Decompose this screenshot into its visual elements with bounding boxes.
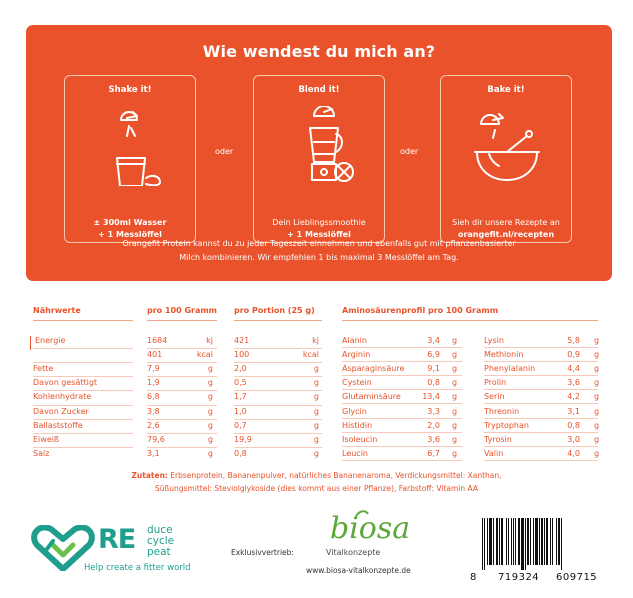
- amino-name: Glycin: [342, 406, 367, 416]
- row-rule: [147, 362, 217, 363]
- unit-portion: g: [313, 392, 319, 402]
- amino-value: 9,1: [427, 364, 440, 374]
- amino-value: 5,8: [567, 336, 580, 345]
- amino-value: 13,4: [422, 392, 440, 402]
- barcode-bar: [484, 518, 485, 570]
- amino-unit: g: [452, 434, 458, 444]
- reduce-word: duce: [147, 524, 173, 536]
- barcode-bar: [535, 518, 538, 565]
- card-line: Sieh dir unsere Rezepte an: [452, 218, 560, 227]
- amino-value: 3,4: [427, 336, 440, 345]
- value-portion: 421: [234, 336, 250, 345]
- nutrient-name: Davon gesättigt: [33, 378, 98, 388]
- amino-name: Histidin: [342, 420, 373, 430]
- row-rule: [342, 432, 462, 433]
- barcode-bar: [493, 518, 494, 565]
- barcode-bar: [489, 518, 492, 565]
- unit-portion: g: [313, 420, 319, 430]
- row-rule: [484, 432, 598, 433]
- row-rule: [147, 348, 217, 349]
- amino-name: Leucin: [342, 448, 368, 458]
- nutrient-name: Kohlenhydrate: [33, 392, 92, 402]
- header-rule: [33, 320, 133, 321]
- nutrient-name: Fette: [33, 364, 54, 374]
- barcode-bar: [552, 518, 553, 565]
- unit-per100: g: [207, 406, 213, 416]
- amino-value: 0,8: [427, 378, 440, 388]
- amino-value: 3,3: [427, 406, 440, 416]
- row-rule: [234, 405, 322, 406]
- barcode-bar: [546, 518, 548, 565]
- barcode-bar: [544, 518, 545, 565]
- row-rule: [342, 389, 462, 390]
- biosa-url: www.biosa-vitalkonzepte.de: [306, 566, 411, 575]
- row-rule: [33, 419, 133, 420]
- amino-name: Serin: [484, 392, 505, 402]
- amino-unit: g: [452, 350, 458, 360]
- amino-unit: g: [452, 406, 458, 416]
- amino-unit: g: [452, 378, 458, 388]
- row-rule: [33, 376, 133, 377]
- reduce-words: [147, 525, 174, 558]
- row-rule: [342, 361, 462, 362]
- unit-portion: g: [313, 364, 319, 374]
- card-line: orangefit.nl/recepten: [457, 230, 555, 239]
- amino-name: Arginin: [342, 350, 371, 360]
- barcode-bar: [501, 518, 503, 565]
- amino-name: Cystein: [342, 378, 372, 388]
- reduce-tagline: Help create a fitter world: [84, 563, 191, 573]
- amino-unit: g: [452, 364, 458, 374]
- row-rule: [342, 418, 462, 419]
- row-rule: [33, 405, 133, 406]
- row-rule: [234, 419, 322, 420]
- unit-portion: g: [313, 434, 319, 444]
- exclusive-distribution-label: Exklusivvertrieb:: [231, 548, 294, 557]
- barcode-lead-digit: 8: [470, 572, 477, 583]
- unit-per100: g: [207, 392, 213, 402]
- card-line: + 1 Messlöffel: [287, 230, 351, 239]
- reduce-word: cycle: [147, 535, 175, 547]
- barcode: [480, 518, 606, 570]
- amino-unit: g: [452, 448, 458, 458]
- unit-per100: g: [207, 448, 213, 458]
- amino-name: Phenylalanin: [484, 364, 536, 374]
- nutrient-name: Energie: [35, 336, 66, 345]
- nutrient-name: Eiweiß: [33, 434, 60, 444]
- unit-per100: g: [207, 420, 213, 430]
- barcode-bar: [518, 518, 520, 565]
- ingredients-text: Erbsenprotein, Bananenpulver, natürliches Bananenaroma, Verdickungsmittel: Xanthan,: [167, 471, 502, 480]
- nutrition-header-label: Nährwerte: [33, 306, 81, 315]
- row-rule: [342, 446, 462, 447]
- row-rule: [234, 390, 322, 391]
- nutrition-header-per100: pro 100 Gramm: [147, 306, 218, 315]
- energy-marker: [30, 336, 31, 350]
- nutrient-name: Davon Zucker: [33, 406, 89, 416]
- amino-header: Aminosäurenprofil pro 100 Gramm: [342, 306, 499, 315]
- barcode-bar: [525, 518, 526, 570]
- row-rule: [342, 403, 462, 404]
- row-rule: [234, 362, 322, 363]
- card-bake: [440, 75, 572, 243]
- or-label: oder: [400, 147, 419, 156]
- row-rule: [234, 447, 322, 448]
- amino-value: 3,0: [567, 434, 580, 444]
- row-rule: [33, 447, 133, 448]
- barcode-bar: [499, 518, 500, 565]
- amino-value: 4,0: [567, 448, 580, 458]
- card-shake: [64, 75, 196, 243]
- barcode-bar: [530, 518, 531, 565]
- row-rule: [147, 433, 217, 434]
- value-portion: 0,7: [234, 420, 247, 430]
- reduce-word: peat: [147, 546, 171, 558]
- row-rule: [342, 375, 462, 376]
- biosa-subtitle: Vitalkonzepte: [326, 548, 381, 557]
- row-rule: [342, 347, 462, 348]
- usage-banner: [26, 25, 612, 281]
- blender-icon: [280, 106, 360, 186]
- row-rule: [147, 419, 217, 420]
- row-rule: [484, 375, 598, 376]
- reduce-logo-text: RE: [98, 524, 136, 555]
- amino-unit: g: [452, 336, 458, 345]
- amino-unit: g: [594, 420, 600, 430]
- shaker-icon: [91, 106, 171, 186]
- card-line: Dein Lieblingssmoothie: [272, 218, 366, 227]
- value-per100: 7,9: [147, 364, 160, 374]
- usage-text-line: Orangefit Protein kannst du zu jeder Tageszeit einnehmen und ebenfalls gut mit pflanzenbasierter: [122, 239, 516, 248]
- value-per100: 2,6: [147, 420, 160, 430]
- amino-name: Methionin: [484, 350, 524, 360]
- header-rule: [342, 320, 598, 321]
- value-per100: 1684: [147, 336, 168, 345]
- amino-name: Asparaginsäure: [342, 364, 405, 374]
- barcode-bar: [550, 518, 551, 565]
- header-rule: [147, 320, 217, 321]
- unit-portion: kj: [312, 336, 319, 345]
- amino-value: 3,6: [427, 434, 440, 444]
- card-title: Shake it!: [108, 85, 152, 95]
- amino-value: 6,9: [427, 350, 440, 360]
- ingredients-line: Süßungsmittel: Steviolglykoside (dies kommt aus einer Pflanze), Farbstoff: Vitamin AA: [155, 484, 478, 493]
- row-rule: [342, 460, 462, 461]
- amino-value: 0,9: [567, 350, 580, 360]
- unit-per100: kcal: [196, 350, 213, 360]
- value-portion: 1,0: [234, 406, 247, 416]
- ingredients-line: [0, 471, 633, 480]
- amino-unit: g: [594, 434, 600, 444]
- amino-name: Valin: [484, 448, 504, 458]
- value-per100: 3,1: [147, 448, 160, 458]
- unit-per100: g: [207, 378, 213, 388]
- barcode-bar: [533, 518, 534, 565]
- amino-name: Glutaminsäure: [342, 392, 401, 402]
- barcode-bar: [513, 518, 514, 565]
- nutrition-header-portion: pro Portion (25 g): [234, 306, 315, 315]
- barcode-bar: [508, 518, 509, 565]
- row-rule: [147, 447, 217, 448]
- value-portion: 1,7: [234, 392, 247, 402]
- row-rule: [147, 390, 217, 391]
- value-portion: 0,8: [234, 448, 247, 458]
- barcode-bar: [496, 518, 498, 565]
- card-blend: [253, 75, 385, 243]
- row-rule: [147, 405, 217, 406]
- amino-unit: g: [594, 364, 600, 374]
- value-per100: 6,8: [147, 392, 160, 402]
- amino-unit: g: [594, 350, 600, 360]
- amino-unit: g: [594, 336, 600, 345]
- value-per100: 79,6: [147, 434, 165, 444]
- amino-value: 4,4: [567, 364, 580, 374]
- card-line: + 1 Messlöffel: [98, 230, 162, 239]
- value-per100: 3,8: [147, 406, 160, 416]
- card-line: ± 300ml Wasser: [93, 218, 167, 227]
- card-title: Bake it!: [487, 85, 525, 95]
- barcode-bar: [506, 518, 507, 565]
- barcode-group: 719324: [498, 572, 540, 583]
- value-portion: 2,0: [234, 364, 247, 374]
- barcode-bar: [487, 518, 488, 565]
- barcode-bar: [482, 518, 483, 570]
- banner-title: Wie wendest du mich an?: [202, 42, 436, 61]
- mixing-bowl-icon: [467, 106, 547, 186]
- biosa-logo: [326, 506, 416, 548]
- value-portion: 19,9: [234, 434, 252, 444]
- row-rule: [484, 361, 598, 362]
- row-rule: [484, 418, 598, 419]
- usage-text: [26, 237, 612, 264]
- barcode-bar: [527, 518, 529, 565]
- barcode-bar: [556, 518, 557, 565]
- unit-portion: kcal: [302, 350, 319, 360]
- amino-value: 3,1: [567, 406, 580, 416]
- amino-unit: g: [594, 406, 600, 416]
- barcode-bar: [521, 518, 524, 570]
- card-title: Blend it!: [298, 85, 340, 95]
- amino-name: Isoleucin: [342, 434, 378, 444]
- nutrient-name: Ballaststoffe: [33, 420, 83, 430]
- nutrient-name: Salz: [33, 448, 50, 458]
- unit-portion: g: [313, 378, 319, 388]
- unit-per100: g: [207, 364, 213, 374]
- barcode-bar: [561, 518, 562, 570]
- row-rule: [33, 390, 133, 391]
- amino-name: Tyrosin: [484, 434, 512, 444]
- row-rule: [484, 446, 598, 447]
- barcode-bar: [515, 518, 516, 565]
- amino-value: 2,0: [427, 420, 440, 430]
- biosa-logo-text: biosa: [330, 511, 411, 546]
- barcode-bar: [511, 518, 512, 565]
- row-rule: [234, 433, 322, 434]
- row-rule: [234, 348, 322, 349]
- amino-value: 3,6: [567, 378, 580, 388]
- row-rule: [484, 460, 598, 461]
- amino-name: Lysin: [484, 336, 504, 345]
- row-rule: [484, 347, 598, 348]
- barcode-bar: [539, 518, 540, 565]
- amino-value: 6,7: [427, 448, 440, 458]
- row-rule: [484, 389, 598, 390]
- row-rule: [33, 362, 133, 363]
- unit-per100: kj: [206, 336, 213, 345]
- unit-portion: g: [313, 406, 319, 416]
- amino-name: Threonin: [484, 406, 520, 416]
- row-rule: [234, 376, 322, 377]
- row-rule: [33, 348, 133, 349]
- amino-name: Prolin: [484, 378, 507, 388]
- barcode-bar: [541, 518, 543, 565]
- amino-name: Tryptophan: [484, 420, 529, 430]
- or-label: oder: [215, 147, 234, 156]
- amino-unit: g: [452, 420, 458, 430]
- row-rule: [147, 376, 217, 377]
- value-per100: 1,9: [147, 378, 160, 388]
- value-portion: 0,5: [234, 378, 247, 388]
- value-per100: 401: [147, 350, 163, 360]
- amino-unit: g: [594, 448, 600, 458]
- row-rule: [33, 433, 133, 434]
- row-rule: [484, 403, 598, 404]
- amino-name: Alanin: [342, 336, 367, 345]
- amino-unit: g: [452, 392, 458, 402]
- barcode-bar: [558, 518, 560, 565]
- header-rule: [234, 320, 322, 321]
- unit-portion: g: [313, 448, 319, 458]
- amino-value: 4,2: [567, 392, 580, 402]
- usage-text-line: Milch kombinieren. Wir empfehlen 1 bis maximal 3 Messlöffel am Tag.: [179, 252, 459, 262]
- amino-unit: g: [594, 378, 600, 388]
- amino-unit: g: [594, 392, 600, 402]
- ingredients-label: Zutaten:: [131, 471, 168, 480]
- amino-value: 0,8: [567, 420, 580, 430]
- barcode-group: 609715: [556, 572, 598, 583]
- unit-per100: g: [207, 434, 213, 444]
- value-portion: 100: [234, 350, 250, 360]
